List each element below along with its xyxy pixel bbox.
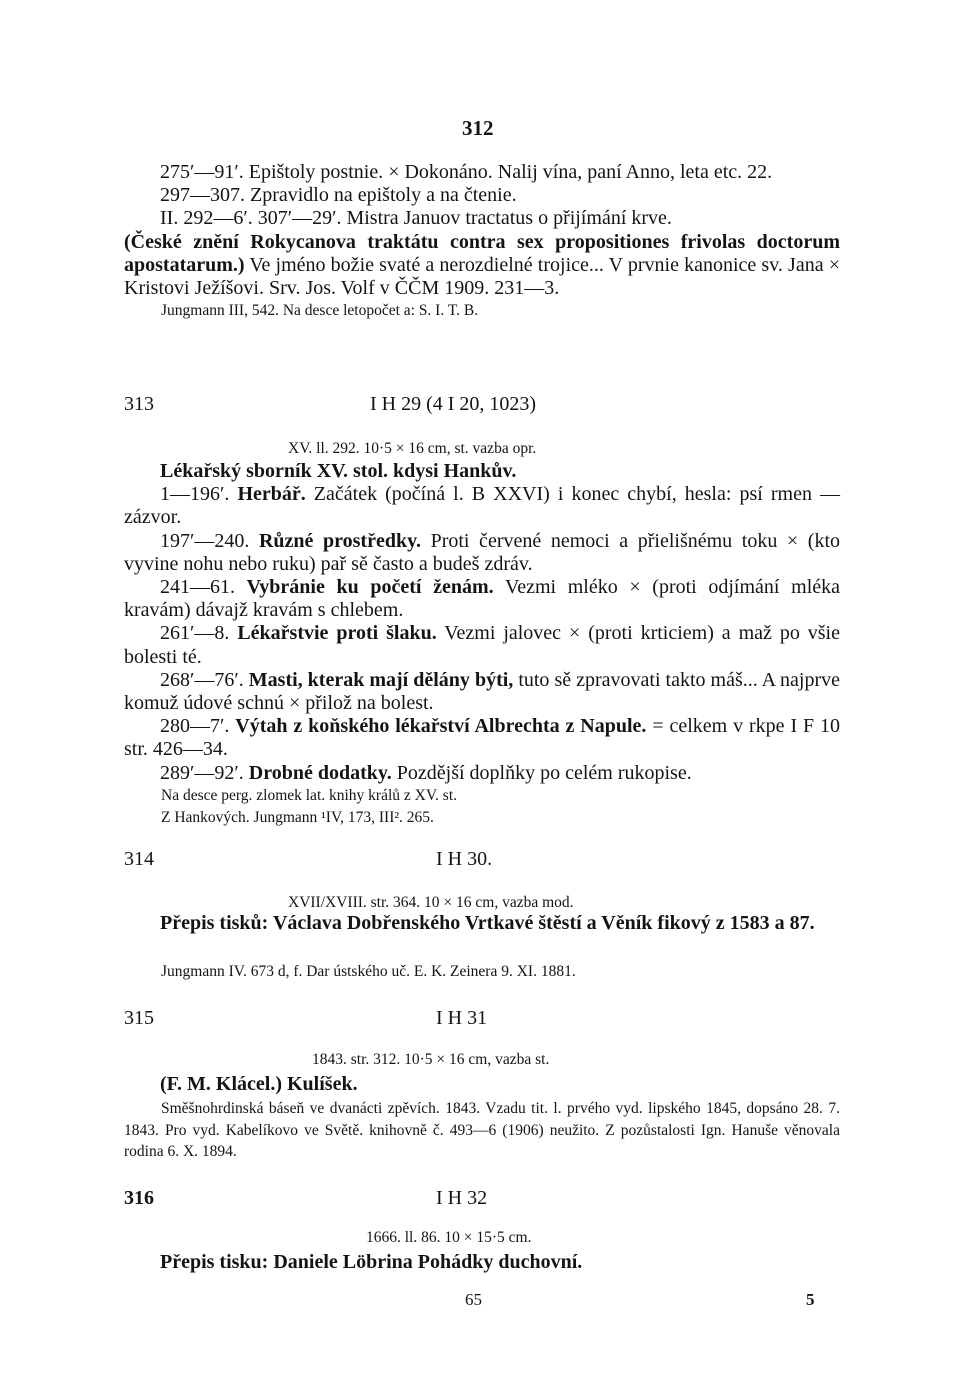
item-title: Drobné dodatky. [248,761,392,784]
shelf-signature: I H 30. [436,848,493,870]
entry-number: 313 [124,393,154,415]
item-title: Výtah z koňského lékařství Albrechta z Napule. [235,715,647,738]
folio-ref: 197′—240. [160,529,250,552]
item-title: Masti, kterak mají dělány býti, [248,668,514,691]
physical-description: XVII/XVIII. str. 364. 10 × 16 cm, vazba mod. [288,894,574,911]
entry-title: (F. M. Klácel.) Kulíšek. [160,1073,358,1095]
rokycana-paragraph [124,231,840,301]
item-text: Vezmi mléko × (proti odjímání mléka kravám) dávajž kravám s chlebem. [124,576,841,622]
item-text: tuto sě zpravovati takto máš... A najprve komuž údové schnú × přilož na bolest. [124,668,841,715]
content-item [124,762,840,785]
content-item [124,483,840,529]
folio-ref: 280—7′. [160,715,230,738]
folio-ref: 1—196′. [160,483,230,506]
entry-body-313 [124,460,840,830]
rokycana-rest: Ve jméno božie svaté a nerozdielné trojice... V prvnie kanonice sv. Jana × Kristovi Ježíšovi. Srv. Jos. Volf v ČČM 1909. 231—3. [124,253,840,300]
entry-number: 315 [124,1007,154,1029]
item-text: Vezmi jalovec × (proti krticiem) a maž po všie bolesti té. [124,622,840,668]
content-item [124,530,840,576]
shelf-signature: I H 29 (4 I 20, 1023) [370,393,537,415]
content-item [124,715,840,761]
folio-ref: 261′—8. [160,622,230,645]
page-number: 312 [462,116,494,140]
item-text: Proti červené nemoci a přielišnému toku × (kto vyvine nohu nebo ruku) pař sě často a budeš zdráv. [124,529,840,575]
content-item [124,576,840,622]
physical-description: 1843. str. 312. 10·5 × 16 cm, vazba st. [312,1051,550,1068]
item-title: Herbář. [237,483,306,506]
entry-title: Přepis tisků: Václava Dobřenského Vrtkavé štěstí a Věník fikový z 1583 a 87. [160,912,815,934]
continued-entry [124,161,840,323]
item-text: Začátek (počíná l. B XXVI) i konec chybí, hesla: psí rmen — zázvor. [124,483,840,529]
shelf-signature: I H 32 [436,1187,488,1209]
folio-ref: 241—61. [160,576,235,599]
physical-description: 1666. ll. 86. 10 × 15·5 cm. [366,1229,532,1246]
entry-header-316 [0,1187,960,1215]
entry-number: 314 [124,848,154,870]
note-line: Jungmann IV. 673 d, f. Dar ústského uč. E. K. Zeinera 9. XI. 1881. [161,963,576,980]
item-text: = celkem v rkpe I F 10 str. 426—34. [124,715,841,761]
item-title: Lékařstvie proti šlaku. [237,622,437,645]
note-line: Na desce perg. zlomek lat. knihy králů z XV. st. [161,786,458,804]
item-title: Různé prostředky. [258,529,421,552]
content-item [124,622,840,668]
entry-title: Přepis tisku: Daniele Löbrina Pohádky duchovní. [160,1251,583,1273]
entry-title: Lékařský sborník XV. stol. kdysi Hankův. [160,460,517,482]
entry-header-314 [0,848,960,876]
physical-description: XV. ll. 292. 10·5 × 16 cm, st. vazba opr. [288,440,537,457]
shelf-signature: I H 31 [436,1007,488,1029]
signature-mark: 5 [806,1290,815,1309]
text-line: II. 292—6′. 307′—29′. Mistra Januov tractatus o přijímání krve. [160,207,672,230]
item-text: Pozdější doplňky po celém rukopise. [391,761,692,784]
folio-ref: 289′—92′. [160,761,244,784]
entry-header-313 [0,393,960,421]
text-line: 275′—91′. Epištoly postnie. × Dokonáno. Nalij vína, paní Anno, leta etc. 22. [160,161,773,183]
text-line: 297—307. Zpravidlo na epištoly a na čtenie. [160,184,517,207]
note-paragraph: Směšnohrdinská báseň ve dvanácti zpěvích. 1843. Vzadu tit. l. prvého vyd. lipského 1845, dopsáno 28. 7. 1843. Pro vyd. Kabelíkovo ve Světě. knihovně č. 493—6 (1906) neužito. Z pozůstalosti Ign. Hanuše věnovala rodina 6. X. 1894. [124,1100,840,1160]
rokycana-bold: (České znění Rokycanova traktátu contra sex propositiones frivolas doctorum apostatarum.) [124,230,840,276]
note-line: Jungmann III, 542. Na desce letopočet a: S. I. T. B. [161,302,479,320]
note-line: Z Hankových. Jungmann ¹IV, 173, III². 265. [161,809,434,827]
sheet-number: 65 [465,1290,482,1309]
entry-header-315 [0,1007,960,1035]
item-title: Vybránie ku početí ženám. [246,576,494,599]
entry-number: 316 [124,1187,154,1209]
folio-ref: 268′—76′. [160,668,244,691]
content-item [124,669,840,715]
